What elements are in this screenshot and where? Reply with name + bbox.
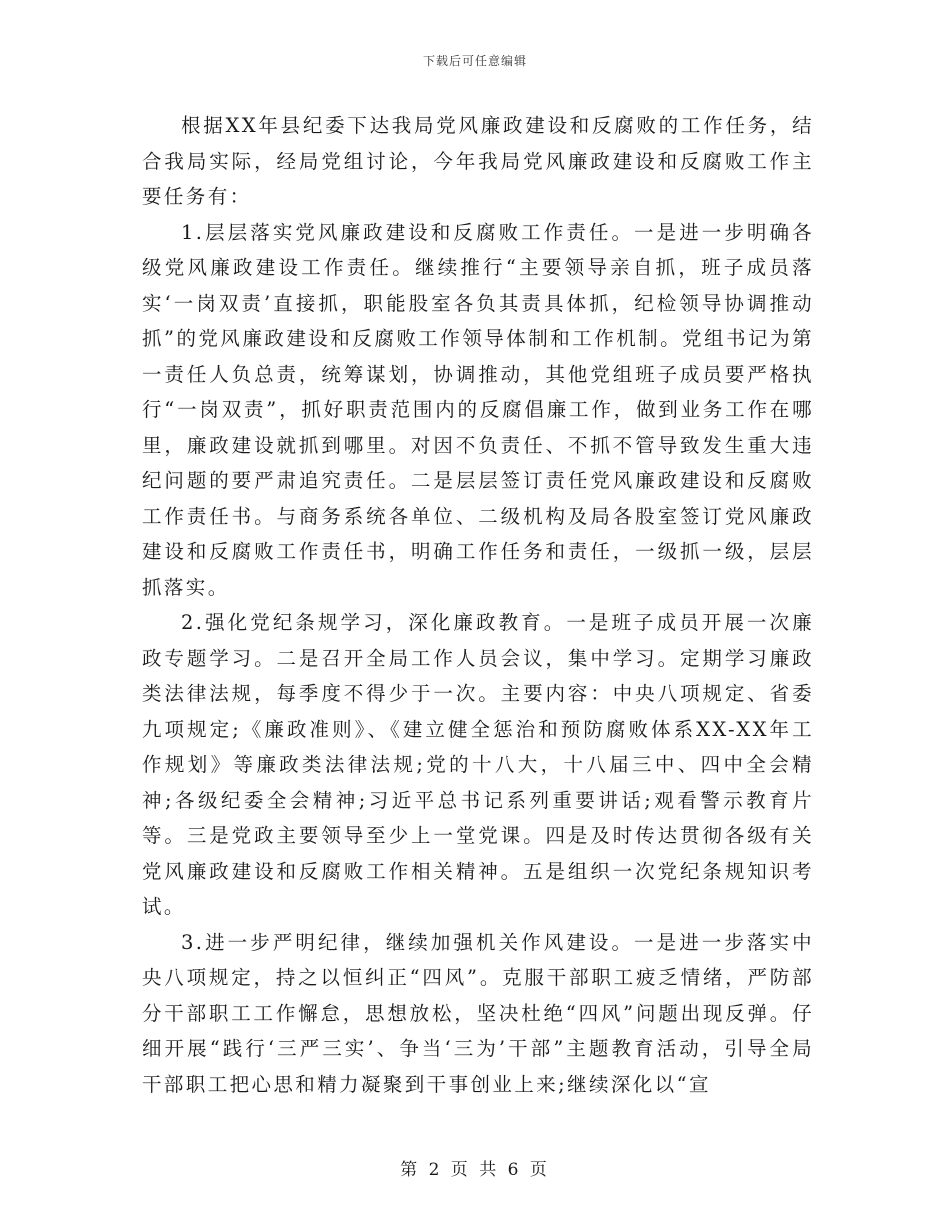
document-body bbox=[142, 108, 814, 1102]
page-header-note: 下载后可任意编辑 bbox=[422, 54, 527, 68]
paragraph-item-1: 1.层层落实党风廉政建设和反腐败工作责任。一是进一步明确各级党风廉政建设工作责任。继续推行“主要领导亲自抓，班子成员落实‘一岗双责’直接抓，职能股室各负其责具体抓，纪检领导协调推动抓”的党风廉政建设和反腐败工作领导体制和工作机制。党组书记为第一责任人负总责，统筹谋划，协调推动，其他党组班子成员要严格执行“一岗双责”，抓好职责范围内的反腐倡廉工作，做到业务工作在哪里，廉政建设就抓到哪里。对因不负责任、不抓不管导致发生重大违纪问题的要严肃追究责任。二是层层签订责任党风廉政建设和反腐败工作责任书。与商务系统各单位、二级机构及局各股室签订党风廉政建设和反腐败工作责任书，明确工作任务和责任，一级抓一级，层层抓落实。 bbox=[142, 220, 814, 599]
page-number: 第 2 页 共 6 页 bbox=[400, 1160, 550, 1180]
paragraph-item-2: 2.强化党纪条规学习，深化廉政教育。一是班子成员开展一次廉政专题学习。二是召开全局工作人员会议，集中学习。定期学习廉政类法律法规，每季度不得少于一次。主要内容：中央八项规定、省委九项规定;《廉政准则》、《建立健全惩治和预防腐败体系XX-XX年工作规划》等廉政类法律法规;党的十八大，十八届三中、四中全会精神;各级纪委全会精神;习近平总书记系列重要讲话;观看警示教育片等。三是党政主要领导至少上一堂党课。四是及时传达贯彻各级有关党风廉政建设和反腐败工作相关精神。五是组织一次党纪条规知识考试。 bbox=[142, 611, 814, 918]
paragraph-item-3: 3.进一步严明纪律，继续加强机关作风建设。一是进一步落实中央八项规定，持之以恒纠正“四风”。克服干部职工疲乏情绪，严防部分干部职工工作懈怠，思想放松，坚决杜绝“四风”问题出现反弹。仔细开展“践行‘三严三实’、争当‘三为’干部”主题教育活动，引导全局干部职工把心思和精力凝聚到干事创业上来;继续深化以“宣 bbox=[142, 930, 814, 1096]
paragraph-intro: 根据XX年县纪委下达我局党风廉政建设和反腐败的工作任务，结合我局实际，经局党组讨论，今年我局党风廉政建设和反腐败工作主要任务有： bbox=[142, 114, 814, 208]
